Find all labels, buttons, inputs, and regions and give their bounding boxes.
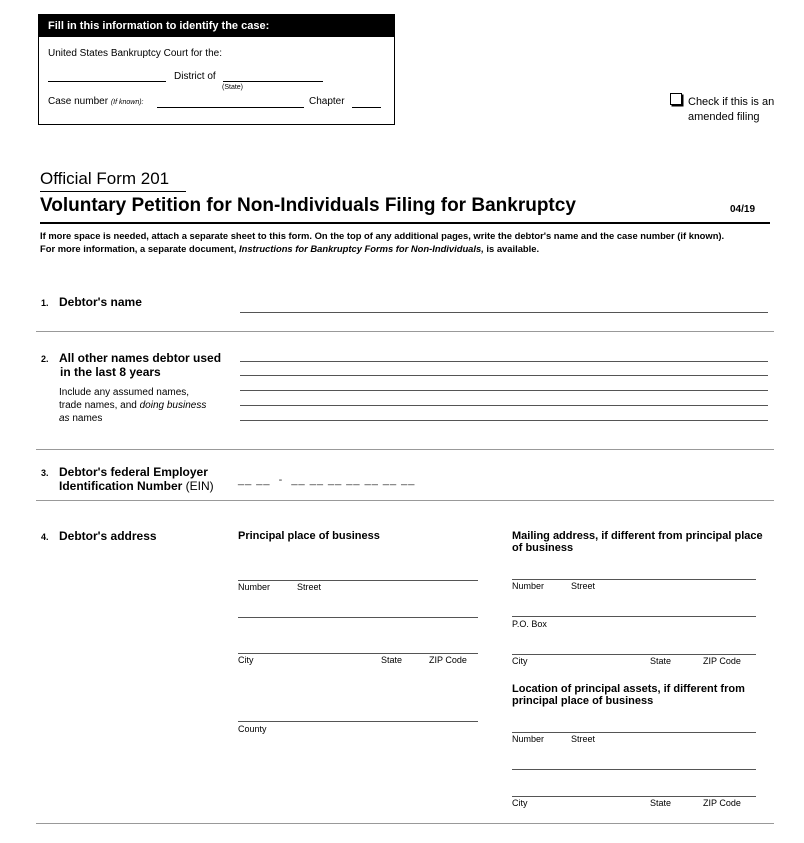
principal-number-label: Number: [238, 582, 271, 592]
principal-number-street-field[interactable]: [238, 580, 478, 581]
principal-street-label: Street: [297, 582, 322, 592]
location-city-state-zip-field[interactable]: [512, 796, 756, 797]
q2-number: 2.: [41, 354, 49, 364]
form-title: Voluntary Petition for Non-Individuals Filing for Bankruptcy: [40, 195, 576, 216]
district-state-field[interactable]: [223, 81, 323, 82]
principal-city-state-zip-field[interactable]: [238, 653, 478, 654]
other-name-field-1[interactable]: [240, 361, 768, 362]
mailing-number-label: Number: [512, 581, 545, 591]
q1-label: Debtor's name: [59, 295, 142, 309]
other-name-field-4[interactable]: [240, 405, 768, 406]
mailing-street-label: Street: [571, 581, 596, 591]
location-line2-field[interactable]: [512, 769, 756, 770]
other-name-field-2[interactable]: [240, 375, 768, 376]
amended-filing-checkbox[interactable]: [670, 93, 682, 105]
title-rule: [40, 222, 770, 224]
case-number-label: Case number (If known):: [48, 96, 144, 107]
case-info-box: [38, 14, 395, 125]
q1-number: 1.: [41, 298, 49, 308]
mailing-city-label: City: [512, 656, 528, 666]
location-zip-label: ZIP Code: [703, 798, 741, 808]
court-label: United States Bankruptcy Court for the:: [48, 48, 222, 59]
mailing-city-state-zip-field[interactable]: [512, 654, 756, 655]
mailing-heading: Mailing address, if different from principal place of business: [512, 530, 763, 554]
location-city-label: City: [512, 798, 528, 808]
section-divider: [36, 823, 774, 824]
case-info-header: Fill in this information to identify the case:: [39, 15, 394, 37]
q3-label: Debtor's federal Employer Identification Number (EIN): [59, 465, 214, 493]
court-name-field[interactable]: [48, 81, 166, 82]
location-street-label: Street: [571, 734, 596, 744]
mailing-number-street-field[interactable]: [512, 579, 756, 580]
principal-zip-label: ZIP Code: [429, 655, 467, 665]
principal-county-label: County: [238, 724, 267, 734]
location-heading: Location of principal assets, if different from principal place of business: [512, 683, 745, 707]
q4-label: Debtor's address: [59, 529, 157, 543]
amended-filing-label: Check if this is an amended filing: [688, 96, 775, 123]
principal-heading: Principal place of business: [238, 530, 380, 542]
q3-number: 3.: [41, 468, 49, 478]
form-name: Official Form 201: [40, 169, 170, 188]
debtor-name-field[interactable]: [240, 312, 768, 313]
mailing-po-box-field[interactable]: [512, 616, 756, 617]
principal-line2-field[interactable]: [238, 617, 478, 618]
section-divider: [36, 449, 774, 450]
mailing-state-label: State: [650, 656, 672, 666]
mailing-po-box-label: P.O. Box: [512, 619, 547, 629]
ein-field[interactable]: __ __ - __ __ __ __ __ __ __: [238, 474, 416, 486]
q4-number: 4.: [41, 532, 49, 542]
mailing-zip-label: ZIP Code: [703, 656, 741, 666]
form-name-underline: [40, 191, 186, 192]
principal-city-label: City: [238, 655, 254, 665]
form-version: 04/19: [730, 204, 756, 215]
chapter-field[interactable]: [352, 107, 381, 108]
other-name-field-3[interactable]: [240, 390, 768, 391]
location-state-label: State: [650, 798, 672, 808]
intro-instructions: If more space is needed, attach a separate sheet to this form. On the top of any additional pages, write the debtor's name and the case number (if known). For more information, a separate document, Instructions for Bankruptcy Forms for Non-Individuals, is available.: [40, 230, 725, 254]
location-number-street-field[interactable]: [512, 732, 756, 733]
case-number-field[interactable]: [157, 107, 304, 108]
location-number-label: Number: [512, 734, 545, 744]
district-label: District of: [174, 71, 216, 82]
section-divider: [36, 331, 774, 332]
q2-label: All other names debtor used in the last 8 years: [59, 351, 222, 379]
principal-state-label: State: [381, 655, 403, 665]
state-caption: (State): [222, 84, 244, 91]
q2-help-text: Include any assumed names, trade names, and doing business as names: [59, 387, 207, 424]
chapter-label: Chapter: [309, 96, 345, 107]
other-name-field-5[interactable]: [240, 420, 768, 421]
section-divider: [36, 500, 774, 501]
principal-county-field[interactable]: [238, 721, 478, 722]
